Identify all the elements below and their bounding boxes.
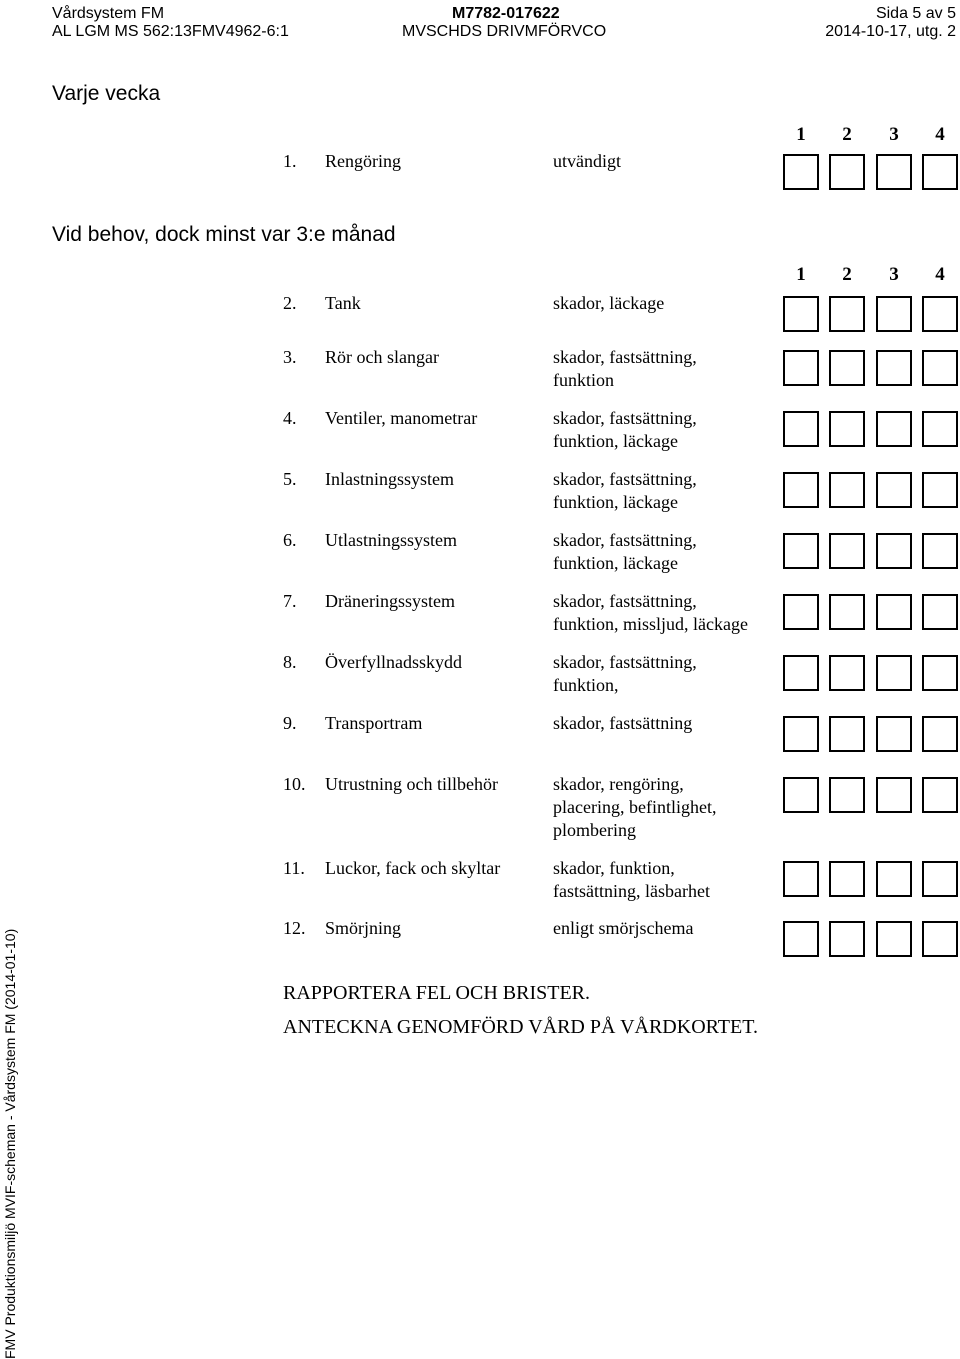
checkbox-week-4[interactable] — [922, 655, 958, 691]
check-description-line: skador, fastsättning, — [553, 591, 697, 611]
header-left-line2: AL LGM MS 562:13FMV4962-6:1 — [52, 23, 289, 40]
check-description-line: skador, funktion, — [553, 858, 675, 878]
check-description-line: plombering — [553, 820, 636, 840]
checkbox-group — [783, 716, 959, 752]
checkbox-week-1[interactable] — [783, 154, 819, 190]
checkbox-week-3[interactable] — [876, 411, 912, 447]
checkbox-group — [783, 411, 959, 447]
item-check-description — [553, 346, 697, 392]
item-name: Ventiler, manometrar — [325, 408, 478, 428]
check-description-line: skador, fastsättning, — [553, 469, 697, 489]
checkbox-week-2[interactable] — [829, 655, 865, 691]
checkbox-week-4[interactable] — [922, 777, 958, 813]
checkbox-week-1[interactable] — [783, 921, 819, 957]
item-check-description — [553, 773, 716, 842]
checkbox-week-4[interactable] — [922, 472, 958, 508]
item-number: 9. — [283, 713, 297, 733]
side-label: FMV Produktionsmiljö MVIF-scheman - Vårdsystem FM (2014-01-10) — [2, 928, 18, 1359]
checkbox-week-2[interactable] — [829, 921, 865, 957]
checkbox-group — [783, 777, 959, 813]
item-number: 1. — [283, 151, 297, 171]
checkbox-group — [783, 861, 959, 897]
column-number: 2 — [842, 124, 852, 145]
item-check-description — [553, 590, 748, 636]
check-description-line: funktion, läckage — [553, 553, 678, 573]
column-number: 3 — [889, 264, 899, 285]
item-name: Smörjning — [325, 918, 402, 938]
item-check-description — [553, 857, 710, 903]
header-left-line1: Vårdsystem FM — [52, 5, 165, 22]
section-title-quarterly: Vid behov, dock minst var 3:e månad — [52, 223, 396, 246]
checkbox-week-3[interactable] — [876, 861, 912, 897]
check-description-line: funktion, — [553, 675, 619, 695]
check-description-line: funktion, läckage — [553, 492, 678, 512]
item-check-description — [553, 651, 697, 697]
header-page-number: Sida 5 av 5 — [875, 5, 956, 22]
section-title-weekly: Varje vecka — [52, 82, 161, 105]
footer-report-faults: RAPPORTERA FEL OCH BRISTER. — [283, 982, 591, 1004]
checkbox-group — [783, 655, 959, 691]
column-number: 4 — [935, 124, 945, 145]
checkbox-week-3[interactable] — [876, 350, 912, 386]
check-description-line: skador, fastsättning, — [553, 408, 697, 428]
checkbox-week-4[interactable] — [922, 533, 958, 569]
checkbox-week-4[interactable] — [922, 296, 958, 332]
column-number: 2 — [842, 264, 852, 285]
checkbox-group — [783, 350, 959, 386]
checkbox-week-3[interactable] — [876, 296, 912, 332]
item-name: Luckor, fack och skyltar — [325, 858, 501, 878]
check-description-line: skador, rengöring, — [553, 774, 684, 794]
check-description-line: funktion — [553, 370, 614, 390]
check-description-line: skador, fastsättning, — [553, 652, 697, 672]
check-description-line: funktion, missljud, läckage — [553, 614, 748, 634]
checkbox-group — [783, 533, 959, 569]
checkbox-week-1[interactable] — [783, 655, 819, 691]
checkbox-week-2[interactable] — [829, 533, 865, 569]
item-number: 12. — [283, 918, 306, 938]
checkbox-week-3[interactable] — [876, 777, 912, 813]
item-name: Tank — [325, 293, 361, 313]
item-name: Rör och slangar — [325, 347, 439, 367]
item-number: 5. — [283, 469, 297, 489]
checkbox-week-2[interactable] — [829, 411, 865, 447]
item-name: Utlastningssystem — [325, 530, 458, 550]
checkbox-week-3[interactable] — [876, 154, 912, 190]
checkbox-week-3[interactable] — [876, 716, 912, 752]
item-check-description — [553, 468, 697, 514]
checkbox-week-1[interactable] — [783, 777, 819, 813]
item-check-description — [553, 712, 692, 735]
checkbox-week-3[interactable] — [876, 594, 912, 630]
checkbox-week-4[interactable] — [922, 921, 958, 957]
check-description-line: skador, fastsättning — [553, 713, 693, 733]
item-number: 7. — [283, 591, 297, 611]
item-name: Utrustning och tillbehör — [325, 774, 498, 794]
checkbox-week-1[interactable] — [783, 296, 819, 332]
checkbox-week-2[interactable] — [829, 861, 865, 897]
checkbox-week-4[interactable] — [922, 350, 958, 386]
item-name: Överfyllnadsskydd — [325, 652, 462, 672]
checkbox-week-4[interactable] — [922, 154, 958, 190]
checkbox-week-4[interactable] — [922, 716, 958, 752]
item-check-description — [553, 917, 693, 940]
checkbox-week-1[interactable] — [783, 533, 819, 569]
checkbox-week-2[interactable] — [829, 716, 865, 752]
checkbox-group — [783, 594, 959, 630]
checkbox-week-1[interactable] — [783, 594, 819, 630]
checkbox-week-1[interactable] — [783, 472, 819, 508]
checkbox-group — [783, 296, 959, 332]
checkbox-week-2[interactable] — [829, 777, 865, 813]
checkbox-week-1[interactable] — [783, 861, 819, 897]
checkbox-week-3[interactable] — [876, 921, 912, 957]
column-number: 1 — [796, 124, 806, 145]
item-number: 4. — [283, 408, 297, 428]
checkbox-week-1[interactable] — [783, 411, 819, 447]
checkbox-group — [783, 472, 959, 508]
checkbox-group — [783, 921, 959, 957]
item-number: 10. — [283, 774, 306, 794]
column-number: 4 — [935, 264, 945, 285]
check-description-line: placering, befintlighet, — [553, 797, 717, 817]
item-number: 3. — [283, 347, 297, 367]
item-check-description — [553, 407, 697, 453]
checkbox-week-4[interactable] — [922, 861, 958, 897]
item-name: Inlastningssystem — [325, 469, 454, 489]
checkbox-week-2[interactable] — [829, 296, 865, 332]
check-description-line: skador, fastsättning, — [553, 530, 697, 550]
check-description-line: funktion, läckage — [553, 431, 678, 451]
checkbox-week-2[interactable] — [829, 154, 865, 190]
checkbox-week-3[interactable] — [876, 655, 912, 691]
checkbox-group — [783, 154, 959, 190]
check-description-line: fastsättning, läsbarhet — [553, 881, 710, 901]
item-check-description — [553, 529, 697, 575]
checkbox-week-1[interactable] — [783, 350, 819, 386]
check-description-line: utvändigt — [553, 151, 621, 171]
checkbox-week-2[interactable] — [829, 350, 865, 386]
header-document-number: M7782-017622 — [452, 5, 560, 22]
item-name: Rengöring — [325, 151, 401, 171]
checkbox-week-1[interactable] — [783, 716, 819, 752]
header-document-code: MVSCHDS DRIVMFÖRVCO — [402, 23, 607, 40]
column-number: 3 — [889, 124, 899, 145]
item-check-description — [553, 150, 621, 173]
check-description-line: skador, läckage — [553, 293, 665, 313]
checkbox-week-3[interactable] — [876, 472, 912, 508]
item-number: 8. — [283, 652, 297, 672]
item-name: Dräneringssystem — [325, 591, 455, 611]
header-date-edition: 2014-10-17, utg. 2 — [825, 23, 956, 40]
checkbox-week-3[interactable] — [876, 533, 912, 569]
check-description-line: skador, fastsättning, — [553, 347, 697, 367]
column-number: 1 — [796, 264, 806, 285]
checkbox-week-4[interactable] — [922, 411, 958, 447]
checkbox-week-2[interactable] — [829, 472, 865, 508]
checkbox-week-4[interactable] — [922, 594, 958, 630]
item-number: 11. — [283, 858, 305, 878]
footer-record-maintenance: ANTECKNA GENOMFÖRD VÅRD PÅ VÅRDKORTET. — [283, 1016, 758, 1038]
checkbox-week-2[interactable] — [829, 594, 865, 630]
check-description-line: enligt smörjschema — [553, 918, 694, 938]
item-number: 6. — [283, 530, 297, 550]
item-number: 2. — [283, 293, 297, 313]
item-check-description — [553, 292, 664, 315]
item-name: Transportram — [325, 713, 423, 733]
